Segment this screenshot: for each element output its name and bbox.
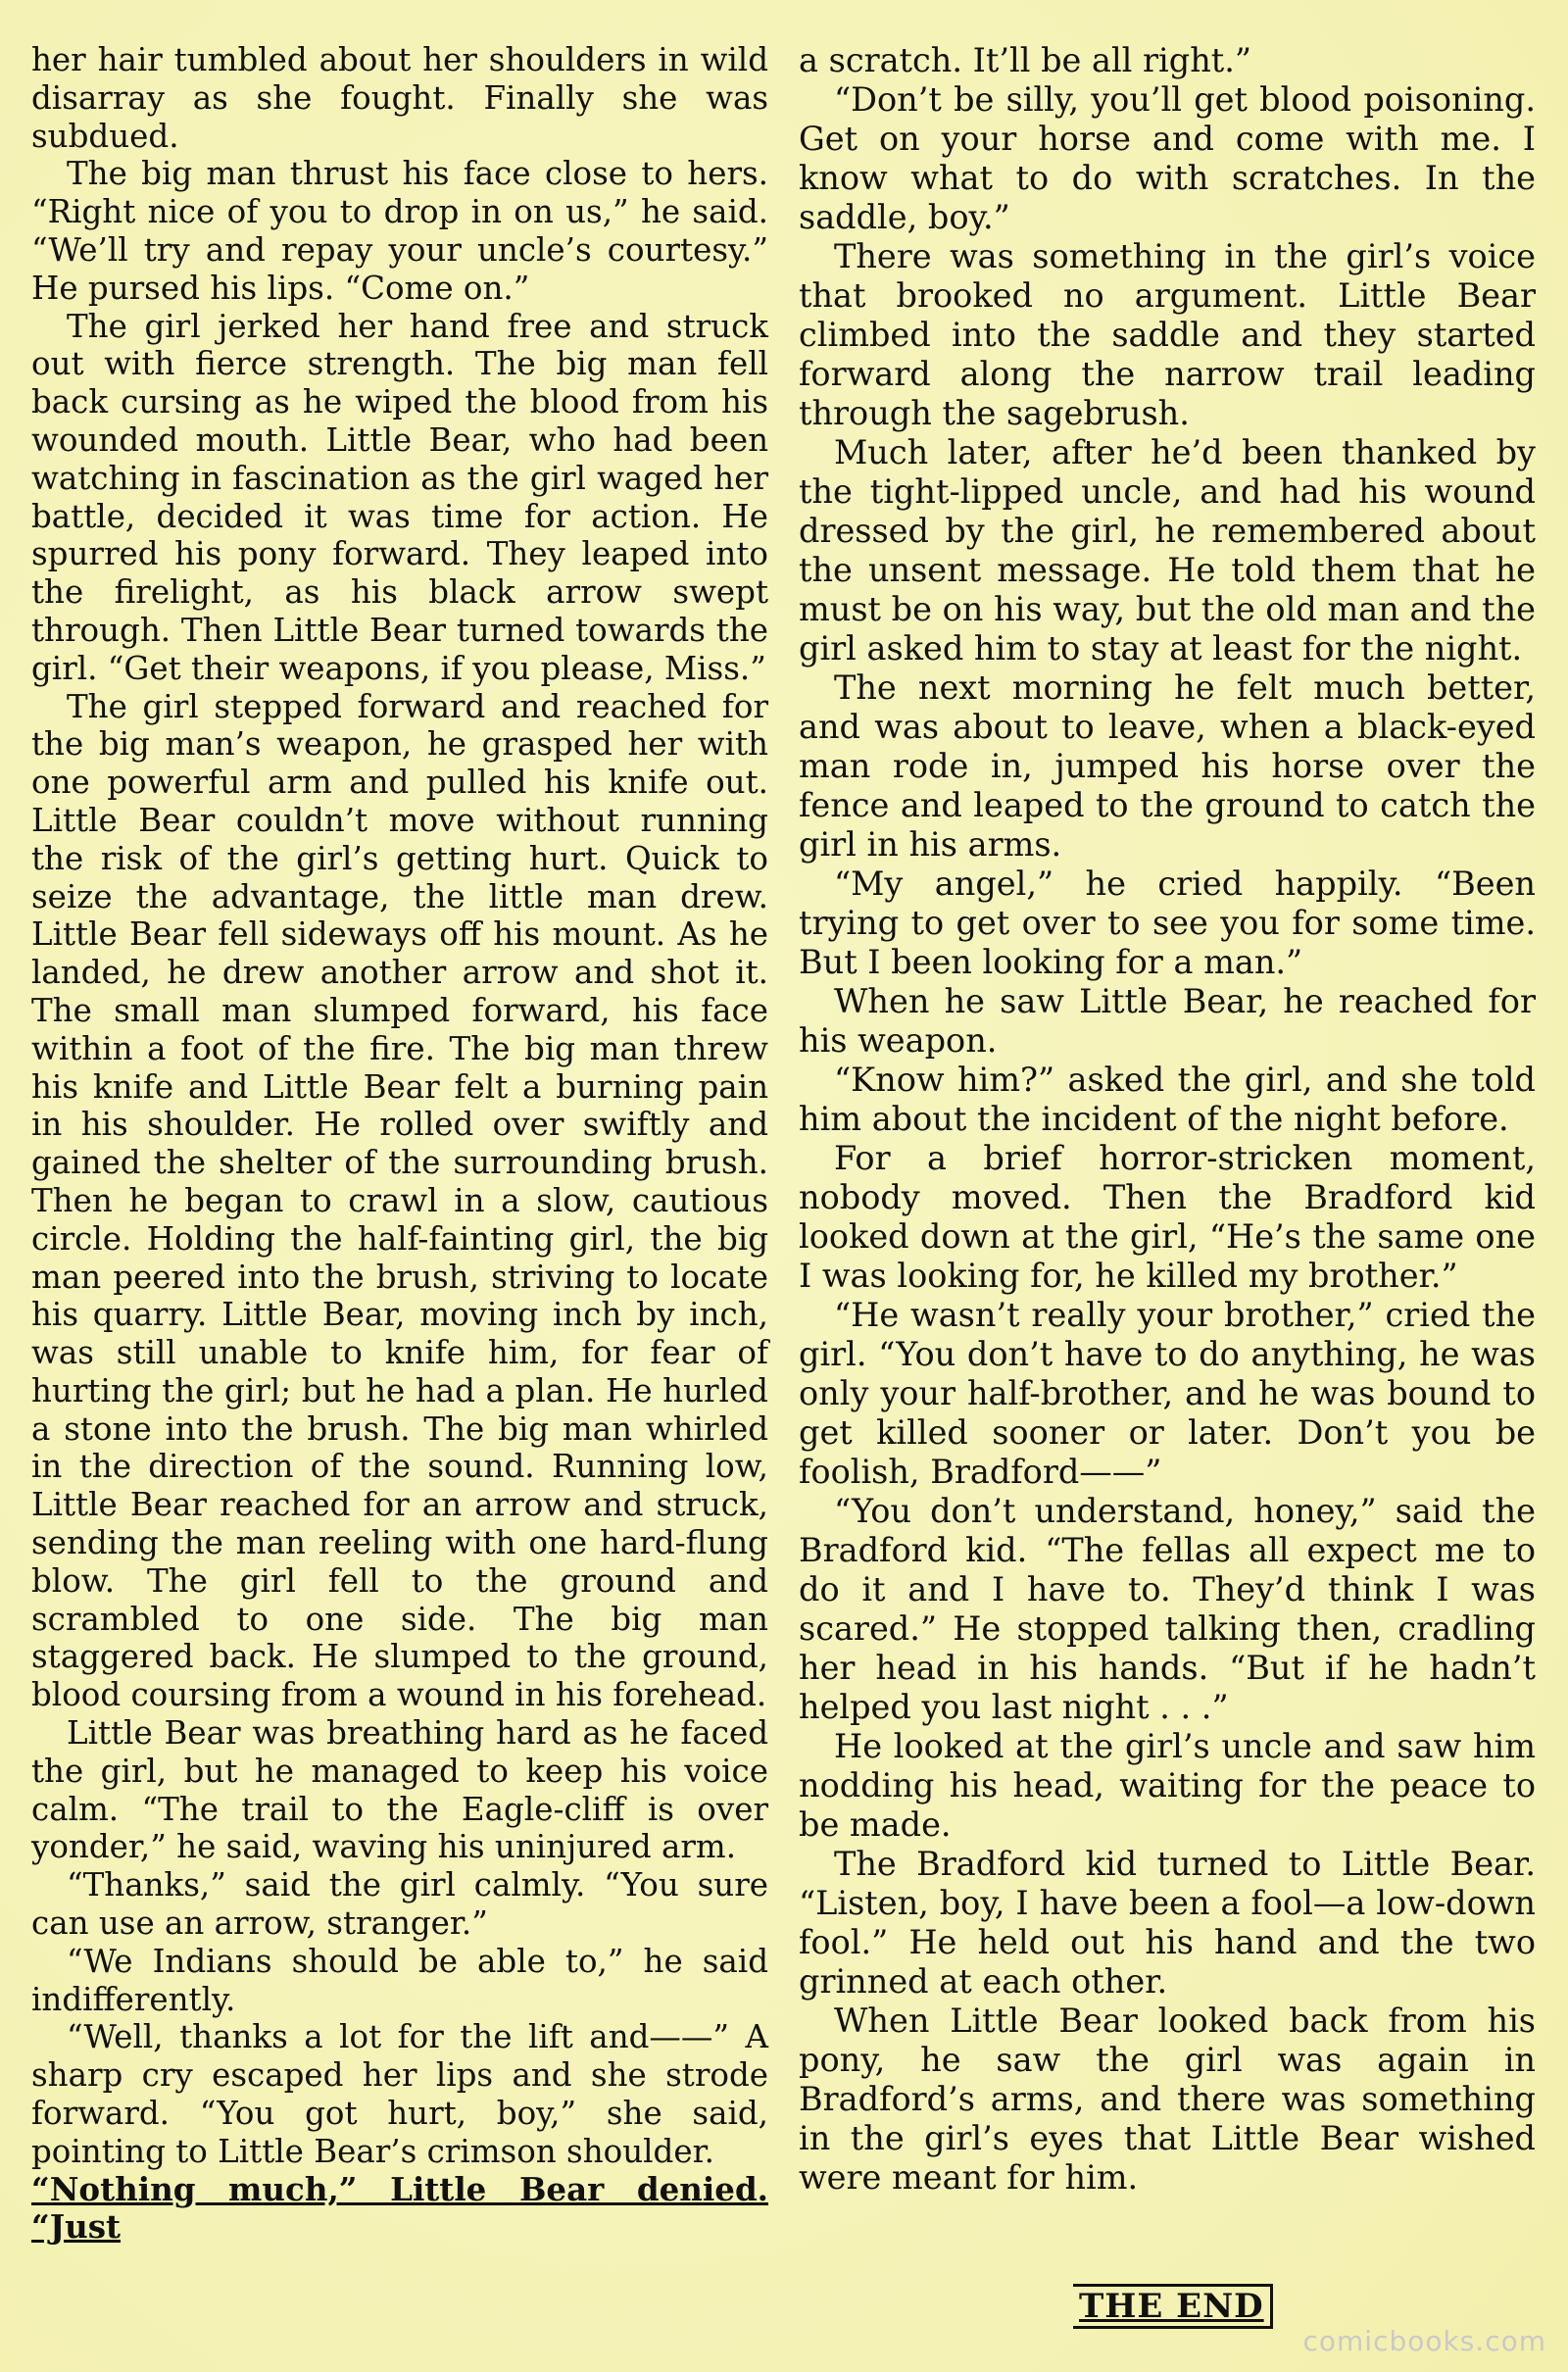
paragraph: When he saw Little Bear, he reached for his weapon. bbox=[799, 982, 1536, 1060]
paragraph: “Well, thanks a lot for the lift and——” A sharp cry escaped her lips and she strode forward. “You got hurt, boy,” she said, pointing to Little Bear’s crimson shoulder. bbox=[31, 2018, 768, 2170]
paragraph: Little Bear was breathing hard as he faced the girl, but he managed to keep his voice calm. “The trail to the Eagle-cliff is over yonder,” he said, waving his uninjured arm. bbox=[31, 1714, 768, 1866]
paragraph: “We Indians should be able to,” he said indifferently. bbox=[31, 1942, 768, 2018]
the-end-label: THE END bbox=[1073, 2284, 1273, 2329]
paragraph: “Thanks,” said the girl calmly. “You sure can use an arrow, stranger.” bbox=[31, 1866, 768, 1943]
paragraph: “My angel,” he cried happily. “Been trying to get over to see you for some time. But I been looking for a man.” bbox=[799, 865, 1536, 981]
paragraph: He looked at the girl’s uncle and saw him nodding his head, waiting for the peace to be made. bbox=[799, 1727, 1536, 1844]
paragraph: “He wasn’t really your brother,” cried the girl. “You don’t have to do anything, he was only your half-brother, and he was bound to get killed sooner or later. Don’t you be foolish, Bradford——” bbox=[799, 1296, 1536, 1491]
paragraph: The Bradford kid turned to Little Bear. “Listen, boy, I have been a fool—a low-down fool.” He held out his hand and the two grinned at each other. bbox=[799, 1845, 1536, 2001]
paragraph: The next morning he felt much better, and was about to leave, when a black-eyed man rode in, jumped his horse over the fence and leaped to the ground to catch the girl in his arms. bbox=[799, 668, 1536, 864]
right-text-column bbox=[799, 41, 1536, 2198]
paragraph: The girl stepped forward and reached for the big man’s weapon, he grasped her with one powerful arm and pulled his knife out. Little Bear couldn’t move without running the risk of the girl’s getting hurt. Quick to seize the advantage, the little man drew. Little Bear fell sideways off his mount. As he landed, he drew another arrow and shot it. The small man slumped forward, his face within a foot of the fire. The big man threw his knife and Little Bear felt a burning pain in his shoulder. He rolled over swiftly and gained the shelter of the surrounding brush. Then he began to crawl in a slow, cautious circle. Holding the half-fainting girl, the big man peered into the brush, striving to locate his quarry. Little Bear, moving inch by inch, was still unable to knife him, for fear of hurting the girl; but he had a plan. He hurled a stone into the brush. The big man whirled in the direction of the sound. Running low, Little Bear reached for an arrow and struck, sending the man reeling with one hard-flung blow. The girl fell to the ground and scrambled to one side. The big man staggered back. He slumped to the ground, blood coursing from a wound in his forehead. bbox=[31, 687, 768, 1714]
paragraph: “Nothing much,” Little Bear denied. “Just bbox=[31, 2169, 768, 2247]
paragraph: The girl jerked her hand free and struck out with fierce strength. The big man fell back cursing as he wiped the blood from his wounded mouth. Little Bear, who had been watching in fascination as the girl waged her battle, decided it was time for action. He spurred his pony forward. They leaped into the firelight, as his black arrow swept through. Then Little Bear turned towards the girl. “Get their weapons, if you please, Miss.” bbox=[31, 307, 768, 687]
paragraph: “Know him?” asked the girl, and she told him about the incident of the night before. bbox=[799, 1061, 1536, 1138]
paragraph: When Little Bear looked back from his pony, he saw the girl was again in Bradford’s arms, and there was something in the girl’s eyes that Little Bear wished were meant for him. bbox=[799, 2001, 1536, 2197]
paragraph: There was something in the girl’s voice that brooked no argument. Little Bear climbed into the saddle and they started forward along the narrow trail leading through the sagebrush. bbox=[799, 237, 1536, 432]
paragraph: For a brief horror-stricken moment, nobody moved. Then the Bradford kid looked down at the girl, “He’s the same one I was looking for, he killed my brother.” bbox=[799, 1139, 1536, 1295]
paragraph: “You don’t understand, honey,” said the Bradford kid. “The fellas all expect me to do it and I have to. They’d think I was scared.” He stopped talking then, cradling her head in his hands. “But if he hadn’t helped you last night . . .” bbox=[799, 1492, 1536, 1726]
paragraph: Much later, after he’d been thanked by the tight-lipped uncle, and had his wound dressed by the girl, he remembered about the unsent message. He told them that he must be on his way, but the old man and the girl asked him to stay at least for the night. bbox=[799, 433, 1536, 667]
paragraph: her hair tumbled about her shoulders in wild disarray as she fought. Finally she was subdued. bbox=[31, 41, 768, 155]
watermark-credit: comicbooks.com bbox=[1302, 2325, 1546, 2357]
paragraph: “Don’t be silly, you’ll get blood poisoning. Get on your horse and come with me. I know what to do with scratches. In the saddle, boy.” bbox=[799, 80, 1536, 236]
paragraph: a scratch. It’ll be all right.” bbox=[799, 41, 1252, 79]
paragraph: The big man thrust his face close to hers. “Right nice of you to drop in on us,” he said. “We’ll try and repay your uncle’s courtesy.” He pursed his lips. “Come on.” bbox=[31, 155, 768, 307]
left-text-column bbox=[31, 41, 768, 2247]
